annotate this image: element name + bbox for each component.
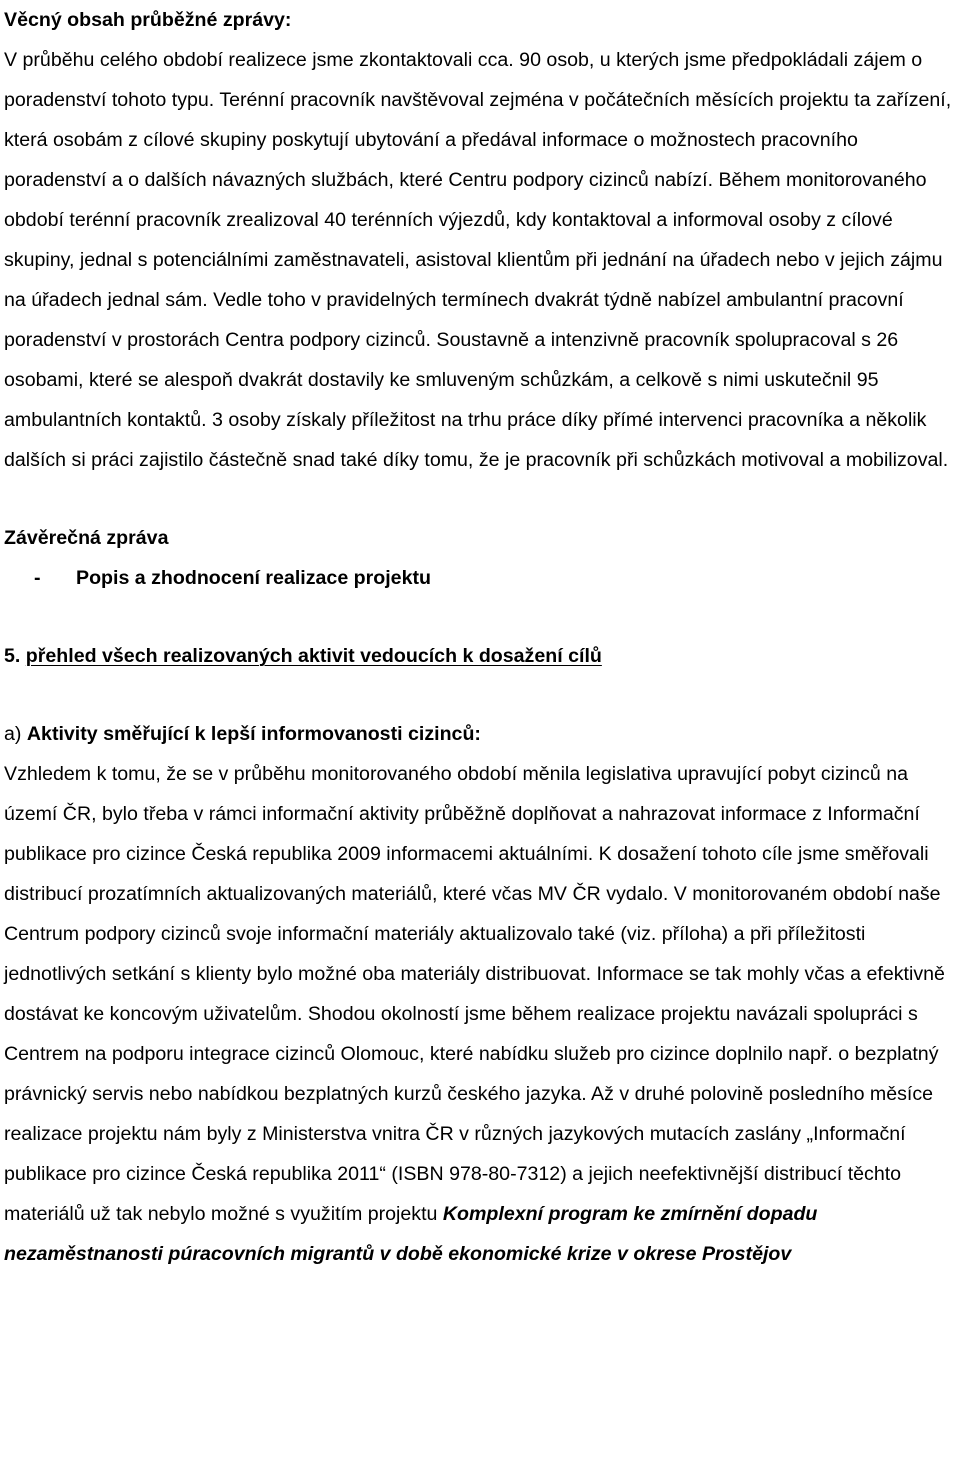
list-dash: -	[34, 567, 41, 589]
document-page	[4, 0, 956, 1274]
subsection-a-title: Aktivity směřující k lepší informovanosti cizinců:	[26, 723, 481, 745]
subsection-a-text: Vzhledem k tomu, že se v průběhu monitorovaného období měnila legislativa upravující pobyt cizinců na území ČR, bylo třeba v rámci informační aktivity průběžně doplňovat a nahrazovat informace z Informační publikace pro cizince Česká republika 2009 informacemi aktuálními. K dosažení tohoto cíle jsme směřovali distribucí prozatímních aktualizovaných materiálů, které včas MV ČR vydalo. V monitorovaném období naše Centrum podpory cizinců svoje informační materiály aktualizovalo také (viz. příloha) a při příležitosti jednotlivých setkání s klienty bylo možné oba materiály distribuovat. Informace se tak mohly včas a efektivně dostávat ke koncovým uživatelům. Shodou okolností jsme během realizace projektu navázali spolupráci s Centrem na podporu integrace cizinců Olomouc, které nabídku služeb pro cizince doplnilo např. o bezplatný právnický servis nebo nabídkou bezplatných kurzů českého jazyka. Až v druhé polovině posledního měsíce realizace projektu nám byly z Ministerstva vnitra ČR v různých jazykových mutacích zaslány „Informační publikace pro cizince Česká republika 2011“ (ISBN 978-80-7312) a jejich neefektivnější distribucí těchto materiálů už tak nebylo možné s využitím projektu	[4, 763, 945, 1225]
project-name: Komplexní program ke zmírnění dopadu nezaměstnanosti púracovních migrantů v době ekonomické krize v okrese Prostějov	[4, 1203, 818, 1265]
progress-report-paragraph: V průběhu celého období realizece jsme zkontaktovali cca. 90 osob, u kterých jsme předpokládali zájem o poradenství tohoto typu. Terénní pracovník navštěvoval zejména v počátečních měsících projektu ta zařízení, která osobám z cílové skupiny poskytují ubytování a předával informace o možnostech pracovního poradenství a o dalších návazných službách, které Centru podpory cizinců nabízí. Během monitorovaného období terénní pracovník zrealizoval 40 terénních výjezdů, kdy kontaktoval a informoval osoby z cílové skupiny, jednal s potenciálními zaměstnavateli, asistoval klientům při jednání na úřadech nebo v jejich zájmu na úřadech jednal sám. Vedle toho v pravidelných termínech dvakrát týdně nabízel ambulantní pracovní poradenství v prostorách Centra podpory cizinců. Soustavně a intenzivně pracovník spolupracoval s 26 osobami, které se alespoň dvakrát dostavily ke smluveným schůzkám, a celkově s nimi uskutečnil 95 ambulantních kontaktů. 3 osoby získaly příležitost na trhu práce díky přímé intervenci pracovníka a několik dalších si práci zajistilo částečně snad také díky tomu, že je pracovník při schůzkách motivoval a mobilizoval.	[4, 49, 952, 471]
section-5-title: přehled všech realizovaných aktivit vedoucích k dosažení cílů	[25, 645, 602, 667]
spacer	[4, 598, 956, 636]
section-5-number: 5.	[4, 645, 21, 667]
final-report-item	[4, 558, 956, 598]
progress-report-heading: Věcný obsah průběžné zprávy:	[4, 9, 292, 31]
subsection-a-paragraph	[4, 754, 956, 1274]
section-5-heading	[4, 636, 956, 676]
subsection-a-prefix: a)	[4, 723, 22, 745]
spacer	[4, 676, 956, 714]
final-report-heading: Závěrečná zpráva	[4, 527, 169, 549]
final-report-item-text: Popis a zhodnocení realizace projektu	[76, 567, 431, 589]
subsection-a-heading	[4, 714, 956, 754]
spacer	[4, 480, 956, 518]
